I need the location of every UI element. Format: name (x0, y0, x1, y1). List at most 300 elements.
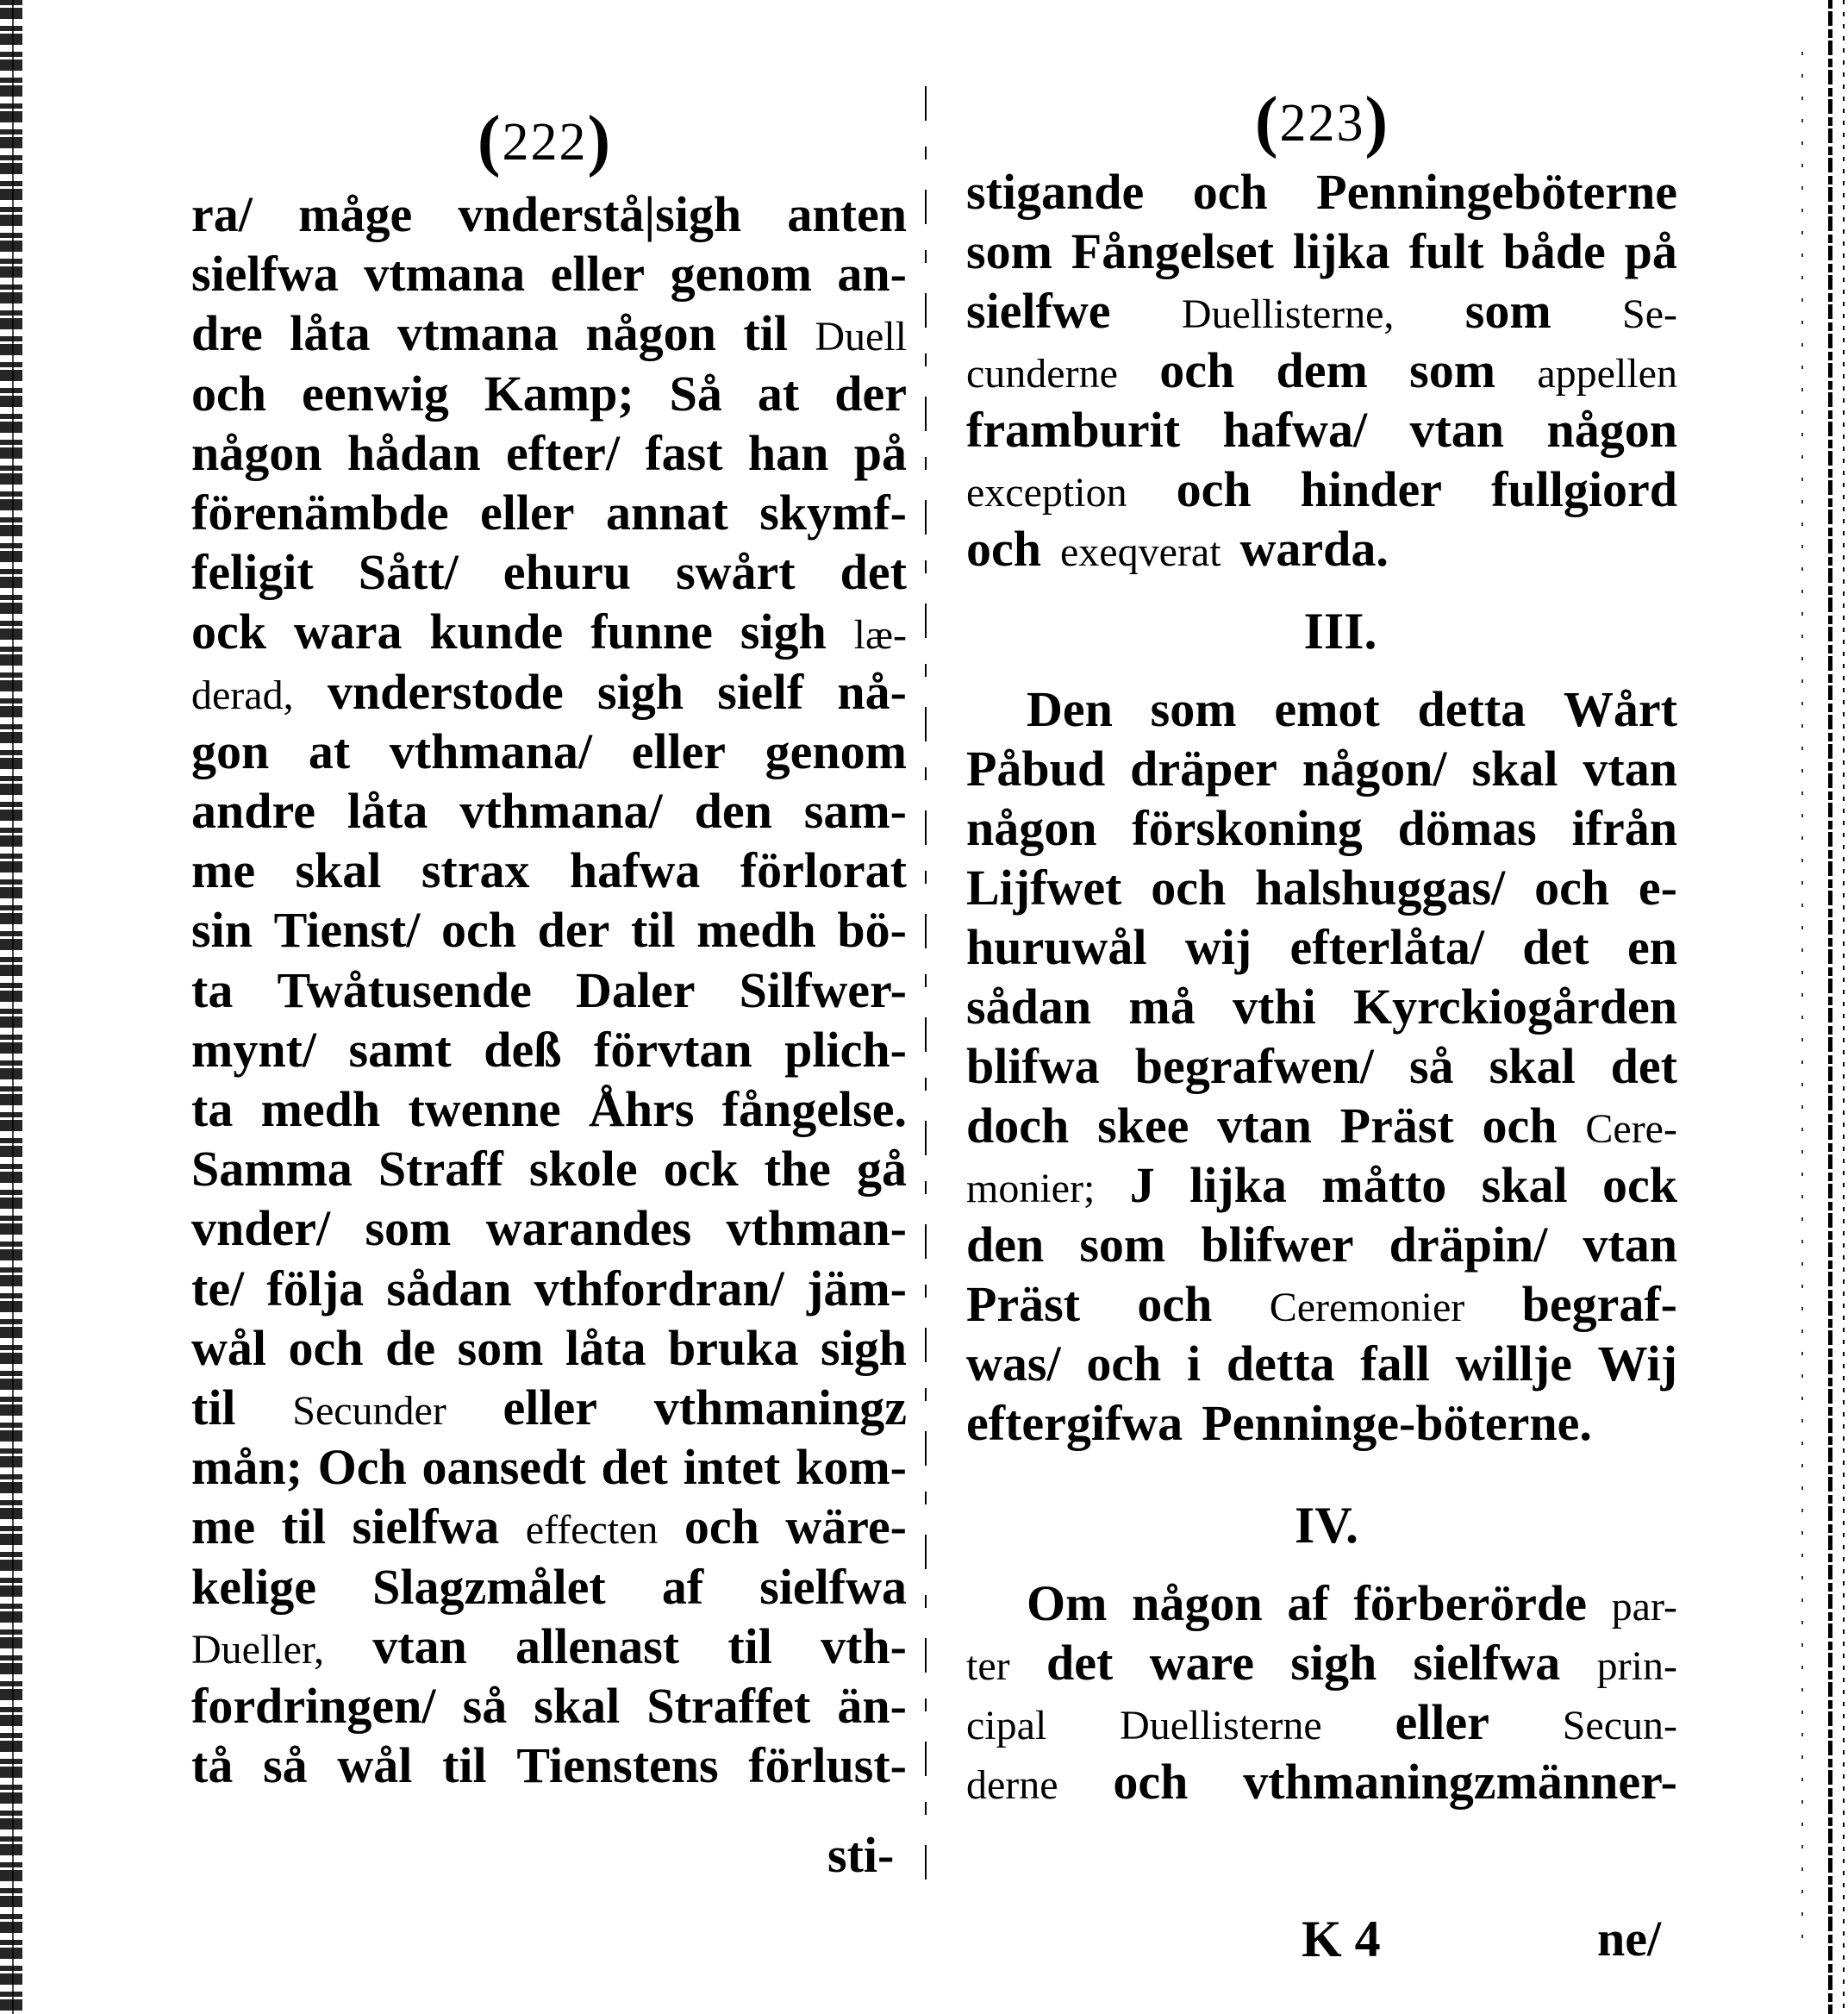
text-line (191, 902, 907, 959)
word: vthmaningzmänner- (1243, 1754, 1677, 1810)
text-line (966, 1217, 1677, 1273)
word: Straffet (646, 1678, 811, 1734)
word: sielfwe (966, 283, 1111, 339)
word: sielfwa (759, 1558, 907, 1615)
word: til (442, 1737, 487, 1794)
word: eller (503, 1379, 598, 1435)
word: ware (1149, 1635, 1254, 1691)
word: Sått/ (358, 544, 459, 601)
word: til (630, 902, 676, 959)
text-line (966, 800, 1677, 857)
word: J (1129, 1157, 1155, 1213)
word: swårt (676, 544, 796, 601)
word: til (191, 1379, 236, 1435)
word: jäm- (807, 1260, 907, 1317)
word: och (1137, 1276, 1213, 1332)
word: Wårt (1563, 681, 1677, 737)
word: Samma (191, 1141, 353, 1198)
word: hådan (346, 424, 481, 481)
text-line (966, 860, 1677, 916)
text-line (966, 402, 1677, 459)
word: den (966, 1217, 1045, 1273)
word: skymf- (759, 485, 907, 541)
word: skal (295, 842, 382, 899)
word: vnder/ (191, 1200, 331, 1257)
text-line (191, 1081, 907, 1138)
text-line (966, 1335, 1677, 1392)
word: som (365, 1200, 452, 1257)
word: sielfwa (191, 246, 339, 303)
text-line (966, 919, 1677, 976)
word: Cere- (1585, 1106, 1677, 1152)
word: Duell (815, 314, 907, 360)
word: exception (966, 470, 1127, 516)
text-line (966, 461, 1677, 518)
word: derad, (191, 672, 294, 718)
text-line (191, 962, 907, 1019)
word: intet (683, 1439, 781, 1496)
word: eller (631, 722, 727, 779)
word: efterlåta/ (1289, 919, 1484, 975)
word: sådan (386, 1260, 512, 1317)
word: hafwa/ (1222, 402, 1368, 458)
text-line (191, 1498, 907, 1555)
word: fångelse. (721, 1081, 907, 1137)
word: så (462, 1678, 508, 1734)
word: Den (1027, 681, 1113, 737)
word: och (1159, 342, 1235, 398)
word: til (743, 305, 788, 362)
text-line (191, 1141, 907, 1198)
word: låta (290, 305, 371, 362)
word: Kamp; (484, 365, 634, 422)
word: til (281, 1498, 327, 1555)
word: ta (191, 1081, 234, 1137)
word: bö- (837, 902, 907, 959)
text-line (191, 1022, 907, 1079)
word: samt (348, 1021, 452, 1078)
section-heading-iii: III. (1303, 603, 1377, 660)
word: Wij (1597, 1335, 1677, 1392)
text-line (191, 783, 907, 840)
word: vthmaningz (653, 1379, 907, 1435)
text-line (966, 223, 1677, 280)
word: dem (1276, 342, 1368, 398)
right-page-number: (223) (1254, 84, 1390, 159)
word: må (1128, 979, 1196, 1035)
left-catchword: sti- (827, 1827, 895, 1883)
word: warda. (1239, 521, 1389, 577)
word: Secun- (1562, 1703, 1677, 1748)
word: lijka (1189, 1157, 1287, 1213)
word: sielf (717, 663, 804, 720)
text-line (191, 544, 907, 601)
word: de (385, 1319, 436, 1376)
word: fall (1360, 1335, 1430, 1392)
word: som (1409, 342, 1496, 398)
word: ter (966, 1643, 1010, 1689)
word: förvtan (594, 1021, 752, 1078)
word: och (1151, 860, 1227, 916)
word: och (1534, 860, 1610, 916)
word: appellen (1537, 351, 1677, 397)
word: af (1287, 1575, 1329, 1631)
word: Duellisterne (1120, 1703, 1322, 1748)
word: fordringen/ (191, 1678, 436, 1734)
word: prin- (1596, 1643, 1677, 1689)
word: ock (191, 604, 266, 660)
word: allenast (515, 1617, 680, 1674)
word: the (764, 1141, 831, 1198)
word: i (1187, 1335, 1202, 1392)
word: Så (669, 365, 722, 422)
text-line (191, 1678, 907, 1735)
word: sådan (966, 979, 1092, 1035)
word: te/ (191, 1260, 245, 1317)
word: vtmana (364, 246, 526, 303)
word: bruka (667, 1319, 799, 1376)
word: och (1482, 1098, 1558, 1154)
word: någon (1132, 1575, 1263, 1631)
word: sam- (803, 783, 907, 839)
signature-mark: K 4 (1302, 1911, 1381, 1967)
word: någon (585, 305, 716, 362)
word: Penningeböterne (1316, 164, 1677, 220)
word: Secunder (292, 1388, 446, 1434)
word: ra/ (191, 186, 253, 242)
word: deß (484, 1021, 562, 1078)
word: skee (1097, 1098, 1189, 1154)
word: Kyrckiogården (1353, 979, 1677, 1035)
text-line (966, 979, 1677, 1035)
word: Daler (576, 961, 696, 1018)
word: Präst (966, 1276, 1081, 1332)
word: på (853, 424, 907, 481)
word: begrafwen/ (1134, 1038, 1374, 1094)
text-line (1027, 1575, 1677, 1632)
word: vth- (821, 1617, 907, 1674)
word: och (191, 365, 266, 422)
word: at (308, 722, 351, 779)
word: kom- (796, 1439, 907, 1496)
word: gå (856, 1141, 907, 1198)
word: halshuggas/ (1255, 860, 1506, 916)
word: Påbud (966, 741, 1106, 797)
word: han (747, 424, 829, 481)
word: sin (191, 902, 253, 959)
word: fult (1408, 223, 1484, 279)
word: som (1079, 1217, 1166, 1273)
word: sigh (821, 1319, 907, 1376)
word: ifrån (1571, 800, 1677, 856)
word: lijka (1292, 223, 1390, 279)
word: mynt/ (191, 1021, 316, 1078)
text-line (191, 366, 907, 422)
word: plich- (784, 1021, 907, 1078)
word: dömas (1397, 800, 1537, 856)
word: me (191, 842, 256, 899)
word: någon/ (1302, 741, 1447, 797)
word: sigh (597, 663, 684, 720)
word: vthi (1233, 979, 1316, 1035)
word: Och (317, 1439, 407, 1496)
word: vtan (1583, 741, 1677, 797)
text-line (191, 723, 907, 780)
word: och (684, 1498, 759, 1555)
word: hafwa (569, 842, 701, 899)
word: was/ (966, 1335, 1061, 1392)
word: genom (765, 722, 907, 779)
word: dräper (1130, 741, 1277, 797)
word: följa (266, 1260, 365, 1317)
word: at (757, 365, 800, 422)
word: skal (1481, 1157, 1568, 1213)
text-line (966, 1694, 1677, 1751)
word: anten (787, 186, 907, 242)
word: skal (534, 1678, 621, 1734)
word: och (1192, 164, 1268, 220)
word: fullgiord (1491, 461, 1677, 517)
word: och (440, 902, 516, 959)
text-line (191, 1439, 907, 1496)
text-line (191, 485, 907, 541)
word: Tienst/ (273, 902, 421, 959)
word: Dueller, (191, 1626, 325, 1673)
word: wål (337, 1737, 413, 1794)
text-line (191, 305, 907, 362)
text-line (191, 604, 907, 660)
right-catchword: ne/ (1597, 1911, 1662, 1967)
text-line (191, 1320, 907, 1377)
word: derne (966, 1762, 1058, 1808)
word: wäre- (785, 1498, 907, 1555)
word: måtto (1321, 1157, 1447, 1213)
word: vthman- (726, 1200, 907, 1257)
text-line (191, 1559, 907, 1616)
word: Silfwer- (739, 961, 907, 1018)
text-line (191, 1737, 907, 1794)
word: ock (663, 1141, 739, 1198)
word: medh (696, 902, 816, 959)
word: eller (480, 485, 575, 541)
word: ehuru (503, 544, 632, 601)
word: warandes (485, 1200, 692, 1257)
word: genom (670, 246, 812, 303)
word: begraf- (1521, 1276, 1677, 1332)
word: monier; (966, 1166, 1096, 1211)
word: Ceremonier (1269, 1285, 1465, 1330)
word: skal (1471, 741, 1558, 797)
word: blifwa (966, 1038, 1100, 1094)
word: detta (1417, 681, 1526, 737)
word: kunde (429, 604, 564, 660)
word: til (727, 1617, 772, 1674)
word: vtan (372, 1617, 467, 1674)
word: skal (1489, 1038, 1576, 1094)
word: förenämbde (191, 485, 449, 541)
word: det (1610, 1038, 1677, 1094)
word: Slagzmålet (372, 1558, 606, 1615)
word: hinder (1300, 461, 1443, 517)
word: funne (590, 604, 713, 660)
word: cipal (966, 1703, 1047, 1748)
word: Straff (378, 1141, 503, 1198)
word: förlorat (740, 842, 907, 899)
word: af (661, 1558, 704, 1615)
text-line (966, 342, 1677, 399)
word: andre (191, 783, 315, 839)
word: vnderstå|sigh (458, 186, 742, 242)
word: som (457, 1319, 544, 1376)
text-line (191, 1618, 907, 1675)
text-line (191, 664, 907, 721)
word: Penninge-böterne. (1202, 1395, 1592, 1451)
word: måge (298, 186, 413, 242)
word: wara (293, 604, 403, 660)
word: än- (837, 1678, 907, 1734)
word: der (834, 365, 907, 422)
word: den (694, 783, 772, 839)
word: dräpin/ (1389, 1217, 1548, 1273)
word: det (601, 1439, 668, 1496)
text-line (966, 1635, 1677, 1692)
text-line (966, 1276, 1677, 1333)
word: der (537, 902, 610, 959)
word: vtan (1583, 1217, 1677, 1273)
word: vtmana (397, 305, 559, 362)
word: fast (645, 424, 723, 481)
word: eenwig (301, 365, 449, 422)
word: som (1464, 283, 1551, 339)
text-line (966, 1754, 1677, 1811)
word: någon (191, 424, 322, 481)
right-page (925, 0, 1848, 2014)
text-line (966, 521, 1677, 578)
word: det (1046, 1635, 1114, 1691)
text-line (966, 164, 1677, 221)
word: både (1502, 223, 1606, 279)
word: och (1176, 461, 1252, 517)
word: twenne (408, 1081, 561, 1137)
text-line (966, 283, 1677, 340)
word: detta (1226, 1335, 1335, 1392)
word: på (1624, 223, 1677, 279)
left-page-number: (222) (477, 103, 613, 178)
text-line (966, 741, 1677, 797)
word: strax (421, 842, 530, 899)
text-line (191, 186, 907, 243)
word: willje (1455, 1335, 1572, 1392)
text-line (191, 1379, 907, 1436)
word: Twåtusende (277, 961, 532, 1018)
word: förberörde (1353, 1575, 1587, 1631)
word: exeqverat (1060, 529, 1221, 575)
word: stigande (966, 164, 1145, 220)
word: och (1086, 1335, 1162, 1392)
section-heading-iv: IV. (1295, 1497, 1358, 1554)
word: par- (1611, 1584, 1677, 1629)
word: eftergifwa (966, 1395, 1183, 1451)
word: blifwer (1201, 1217, 1354, 1273)
text-line (191, 1200, 907, 1257)
word: sielfwa (352, 1498, 500, 1555)
word: medh (260, 1081, 381, 1137)
text-line (191, 425, 907, 482)
word: låta (346, 783, 428, 839)
text-line (191, 1260, 907, 1317)
text-line (966, 1038, 1677, 1095)
text-line (966, 1395, 1677, 1452)
word: Om (1027, 1575, 1108, 1631)
word: Lijfwet (966, 860, 1122, 916)
text-line (966, 1098, 1677, 1154)
word: det (840, 544, 907, 601)
word: förlust- (748, 1737, 907, 1794)
word: mån; (191, 1439, 303, 1496)
word: och (966, 521, 1041, 577)
word: låta (565, 1319, 646, 1376)
word: vtan (1409, 402, 1505, 458)
word: emot (1274, 681, 1380, 737)
word: ock (1601, 1157, 1677, 1213)
word: vthmana/ (389, 722, 593, 779)
word: och (288, 1319, 364, 1376)
text-line (1027, 681, 1677, 738)
word: som (1150, 681, 1237, 737)
word: læ- (853, 612, 907, 659)
word: Präst (1339, 1098, 1454, 1154)
word: tå (191, 1737, 234, 1794)
word: förskoning (1132, 800, 1363, 856)
word: det (1522, 919, 1589, 975)
word: någon (1546, 402, 1677, 458)
word: nå- (837, 663, 907, 720)
word: annat (605, 485, 728, 541)
word: ta (191, 961, 234, 1018)
word: vnderstode (327, 663, 564, 720)
word: vthmana/ (459, 783, 663, 839)
word: en (1626, 919, 1677, 975)
word: doch (966, 1098, 1070, 1154)
word: kelige (191, 1558, 316, 1615)
word: sielfwa (1413, 1635, 1561, 1691)
word: efter/ (505, 424, 620, 481)
word: Tienstens (516, 1737, 719, 1794)
word: e- (1638, 860, 1677, 916)
word: Duellisterne, (1181, 291, 1395, 337)
word: som (966, 223, 1052, 279)
word: eller (1395, 1694, 1489, 1750)
word: cunderne (966, 351, 1118, 397)
word: feligit (191, 544, 314, 601)
word: så (263, 1737, 308, 1794)
word: så (1408, 1038, 1454, 1094)
word: huruwål (966, 919, 1147, 975)
word: wij (1184, 919, 1252, 975)
word: framburit (966, 402, 1181, 458)
word: vthfordran/ (534, 1260, 784, 1317)
word: Åhrs (588, 1081, 695, 1137)
word: an- (837, 246, 907, 303)
word: och (1113, 1754, 1189, 1810)
word: me (191, 1498, 256, 1555)
word: oansedt (421, 1439, 586, 1496)
word: effecten (525, 1507, 659, 1554)
word: vtan (1217, 1098, 1312, 1154)
word: sigh (1290, 1635, 1377, 1691)
text-line (191, 842, 907, 899)
word: skole (528, 1141, 638, 1198)
